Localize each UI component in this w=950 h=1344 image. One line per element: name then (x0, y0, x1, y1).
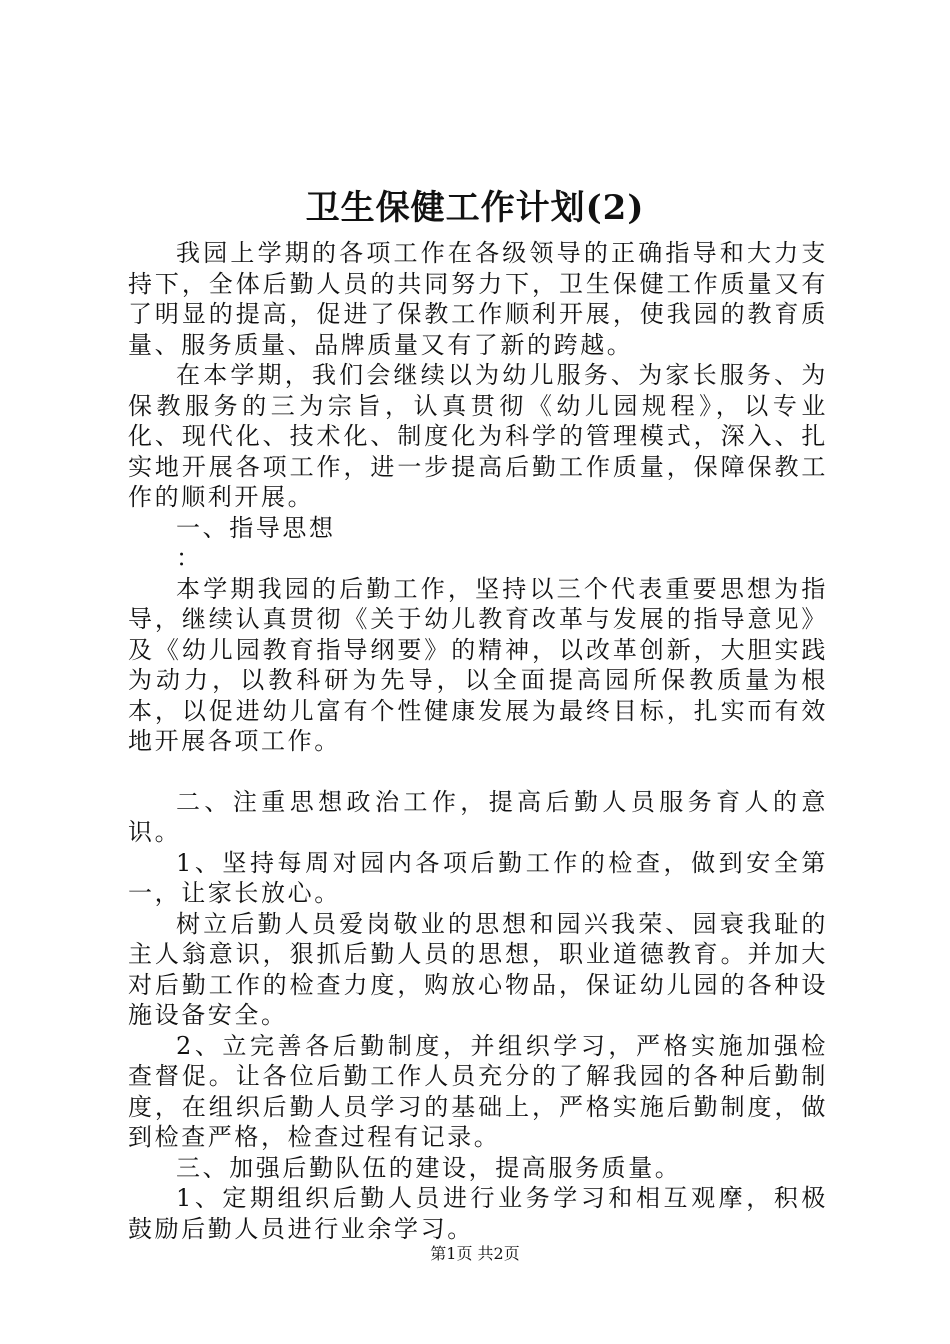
section-heading-guiding-thought: 一、指导思想 (176, 513, 336, 542)
paragraph-dedication: 树立后勤人员爱岗敬业的思想和园兴我荣、园衰我耻的主人翁意识，狠抓后勤人员的思想，职业道德教育。并加大对后勤工作的检查力度，购放心物品，保证幼儿园的各种设施设备安全。 (128, 909, 828, 1029)
document-title: 卫生保健工作计划(2) (305, 188, 645, 228)
document-body (128, 238, 828, 1244)
paragraph-semester-goal: 在本学期，我们会继续以为幼儿服务、为家长服务、为保教服务的三为宗旨，认真贯彻《幼儿园规程》，以专业化、现代化、技术化、制度化为科学的管理模式，深入、扎实地开展各项工作，进一步提高后勤工作质量，保障保教工作的顺利开展。 (128, 361, 828, 511)
paragraph-item-rules: 2、立完善各后勤制度，并组织学习，严格实施加强检查督促。让各位后勤工作人员充分的了解我园的各种后勤制度，在组织后勤人员学习的基础上，严格实施后勤制度，做到检查严格，检查过程有记录。 (128, 1031, 828, 1151)
paragraph-colon: ： (176, 544, 203, 572)
paragraph-intro: 我园上学期的各项工作在各级领导的正确指导和大力支持下，全体后勤人员的共同努力下，卫生保健工作质量又有了明显的提高，促进了保教工作顺利开展，使我园的教育质量、服务质量、品牌质量又有了新的跨越。 (128, 239, 828, 359)
section-heading-team: 三、加强后勤队伍的建设，提高服务质量。 (176, 1153, 682, 1182)
paragraph-item-training: 1、定期组织后勤人员进行业务学习和相互观摩，积极鼓励后勤人员进行业余学习。 (128, 1184, 828, 1243)
paragraph-item-weekly-check: 1、坚持每周对园内各项后勤工作的检查，做到安全第一，让家长放心。 (128, 848, 828, 907)
paragraph-guiding-thought: 本学期我园的后勤工作，坚持以三个代表重要思想为指导，继续认真贯彻《关于幼儿教育改革与发展的指导意见》及《幼儿园教育指导纲要》的精神，以改革创新，大胆实践为动力，以教科研为先导，以全面提高园所保教质量为根本，以促进幼儿富有个性健康发展为最终目标，扎实而有效地开展各项工作。 (128, 574, 828, 755)
page-footer: 第1页 共2页 (430, 1244, 520, 1263)
section-heading-ideology: 二、注重思想政治工作，提高后勤人员服务育人的意识。 (128, 787, 828, 846)
